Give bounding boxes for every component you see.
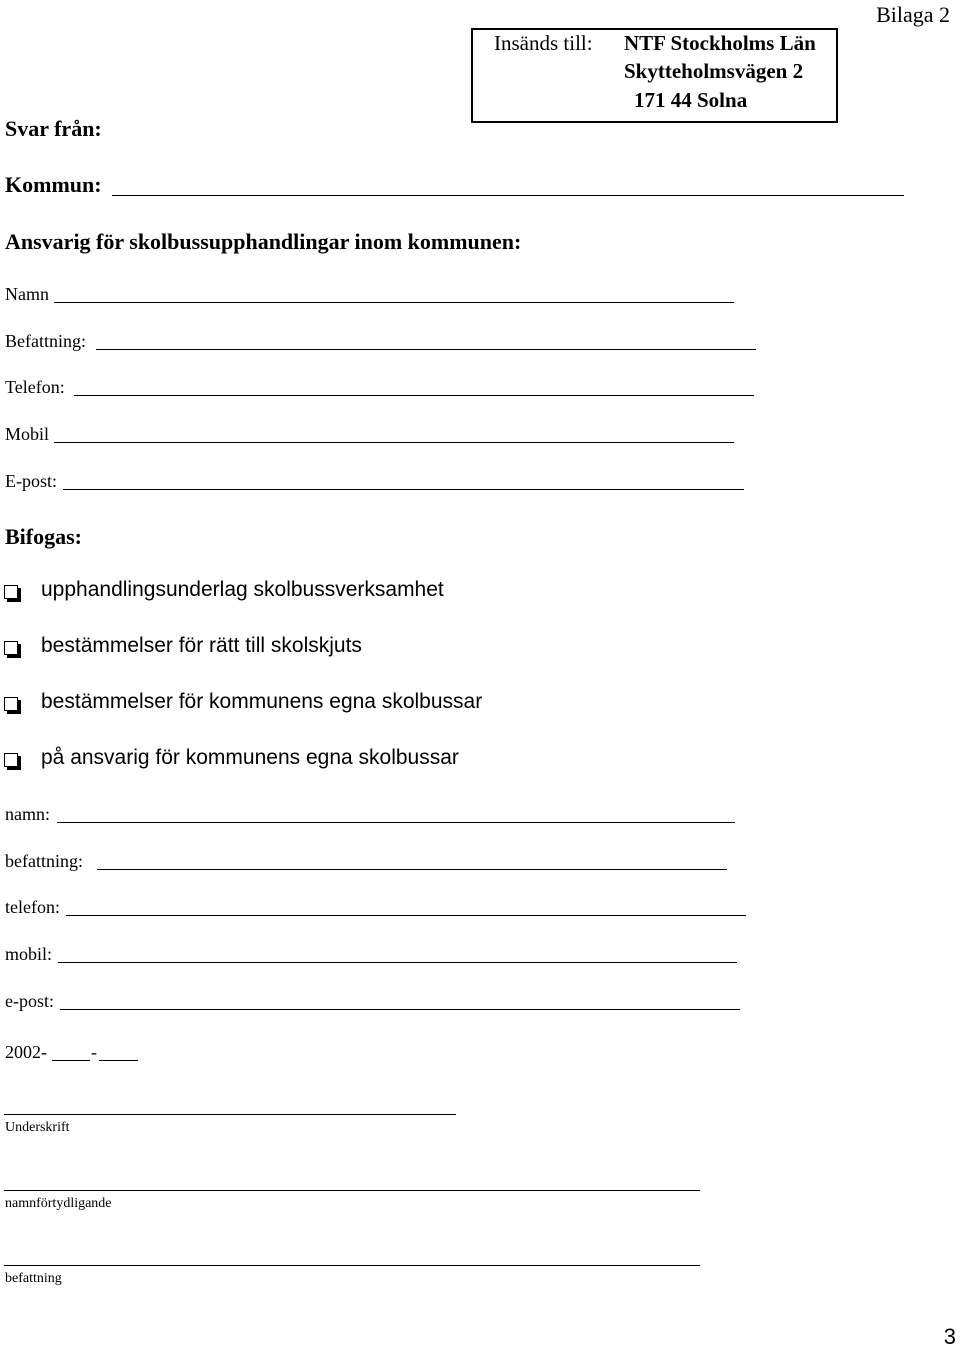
responsible-heading: Ansvarig för skolbussupphandlingar inom kommunen: <box>5 229 522 254</box>
contact-phone-label: telefon: <box>5 897 60 917</box>
attachment-checkbox[interactable] <box>4 585 18 599</box>
responsible-phone-label: Telefon: <box>5 377 65 397</box>
date-separator: - <box>91 1042 97 1062</box>
attach-heading: Bifogas: <box>5 524 82 549</box>
responsible-phone-field[interactable] <box>74 395 754 396</box>
municipality-label: Kommun: <box>5 172 102 197</box>
contact-name-field[interactable] <box>57 822 735 823</box>
attachment-checkbox[interactable] <box>4 641 18 655</box>
attachment-checkbox[interactable] <box>4 753 18 767</box>
name-clarification-label: namnförtydligande <box>5 1196 112 1211</box>
responsible-name-label: Namn <box>5 284 49 304</box>
position-line[interactable] <box>4 1265 700 1266</box>
contact-title-label: befattning: <box>5 851 83 871</box>
contact-mobile-field[interactable] <box>58 962 737 963</box>
attachment-item: bestämmelser för rätt till skolskjuts <box>41 634 362 657</box>
signature-label: Underskrift <box>5 1120 70 1135</box>
responsible-email-label: E-post: <box>5 471 57 491</box>
address-line-street: Skytteholmsvägen 2 <box>624 59 804 83</box>
responsible-email-field[interactable] <box>63 489 744 490</box>
responsible-title-label: Befattning: <box>5 331 86 351</box>
contact-title-field[interactable] <box>97 869 727 870</box>
date-prefix: 2002- <box>5 1042 47 1062</box>
attachment-label: Bilaga 2 <box>876 2 950 27</box>
responsible-mobile-label: Mobil <box>5 424 50 444</box>
send-to-label: Insänds till: <box>494 31 593 55</box>
contact-email-field[interactable] <box>60 1009 740 1010</box>
contact-mobile-label: mobil: <box>5 944 53 964</box>
responsible-title-field[interactable] <box>96 349 756 350</box>
attachment-item: bestämmelser för kommunens egna skolbussar <box>41 690 483 713</box>
name-clarification-line[interactable] <box>4 1190 700 1191</box>
signature-line[interactable] <box>4 1114 456 1115</box>
contact-name-label: namn: <box>5 804 50 824</box>
date-day-field[interactable] <box>99 1060 138 1061</box>
position-label: befattning <box>5 1271 62 1286</box>
address-line-postal: 171 44 Solna <box>634 88 748 112</box>
date-month-field[interactable] <box>52 1060 90 1061</box>
municipality-field[interactable] <box>112 195 904 196</box>
contact-email-label: e-post: <box>5 991 54 1011</box>
attachment-checkbox[interactable] <box>4 697 18 711</box>
attachment-item: upphandlingsunderlag skolbussverksamhet <box>41 578 444 601</box>
contact-phone-field[interactable] <box>66 915 746 916</box>
responsible-name-field[interactable] <box>54 302 734 303</box>
attachment-item: på ansvarig för kommunens egna skolbussar <box>41 746 459 769</box>
address-line-org: NTF Stockholms Län <box>624 31 816 55</box>
page-number: 3 <box>943 1324 956 1349</box>
responsible-mobile-field[interactable] <box>54 442 734 443</box>
reply-from-label: Svar från: <box>5 116 102 141</box>
